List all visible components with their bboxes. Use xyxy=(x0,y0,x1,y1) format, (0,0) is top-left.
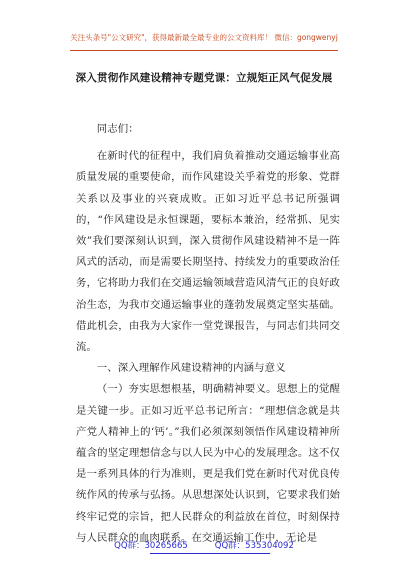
header-promo-text: 关注头条号"公文研究"，获得最新最全最专业的公文资料库！ 微信：gongwenyj xyxy=(70,33,338,42)
footer-qq-groups: QQ群：30265665 QQ群：535304092 xyxy=(114,541,294,551)
paragraph-subsection-1: （一）夯实思想根基，明确精神要义。思想上的觉醒是关键一步。正如习近平总书记所言：“理想信念就是共产党人精神上的‘钙’。”我们必须深刻领悟作风建设精神所蕴含的坚定理想信念与以人民为中心的发展理念。这不仅是一系列具体的行为准则，更是我们党在新时代对优良传统作风的传承与弘扬。从思想深处认识到，它要求我们始终牢记党的宗旨，把人民群众的利益放在首位，时刻保持与人民群众的血肉联系。在交通运输工作中，无论是 xyxy=(76,383,340,544)
document-title: 深入贯彻作风建设精神专题党课：立规矩正风气促发展 xyxy=(75,72,333,84)
footer-underline xyxy=(150,553,270,554)
document-body xyxy=(76,119,340,549)
paragraph-intro: 在新时代的征程中，我们肩负着推动交通运输事业高质量发展的重要使命，而作风建设关乎着党的形象、党群关系以及事业的兴衰成败。正如习近平总书记所强调的，“作风建设是永恒课题，要标本兼治，经常抓、见实效”我们要深刻认识到，深入贯彻作风建设精神不是一阵风式的活动，而是需要长期坚持、持续发力的重要政治任务，它将助力我们在交通运输领域营造风清气正的良好政治生态，为我市交通运输事业的蓬勃发展奠定坚实基础。借此机会，由我为大家作一堂党课报告，与同志们共同交流。 xyxy=(76,150,340,354)
greeting: 同志们： xyxy=(96,123,139,135)
page-header xyxy=(0,0,408,58)
header-divider xyxy=(70,50,338,51)
section-heading-1: 一、深入理解作风建设精神的内涵与意义 xyxy=(96,362,286,375)
page-footer xyxy=(0,539,408,559)
